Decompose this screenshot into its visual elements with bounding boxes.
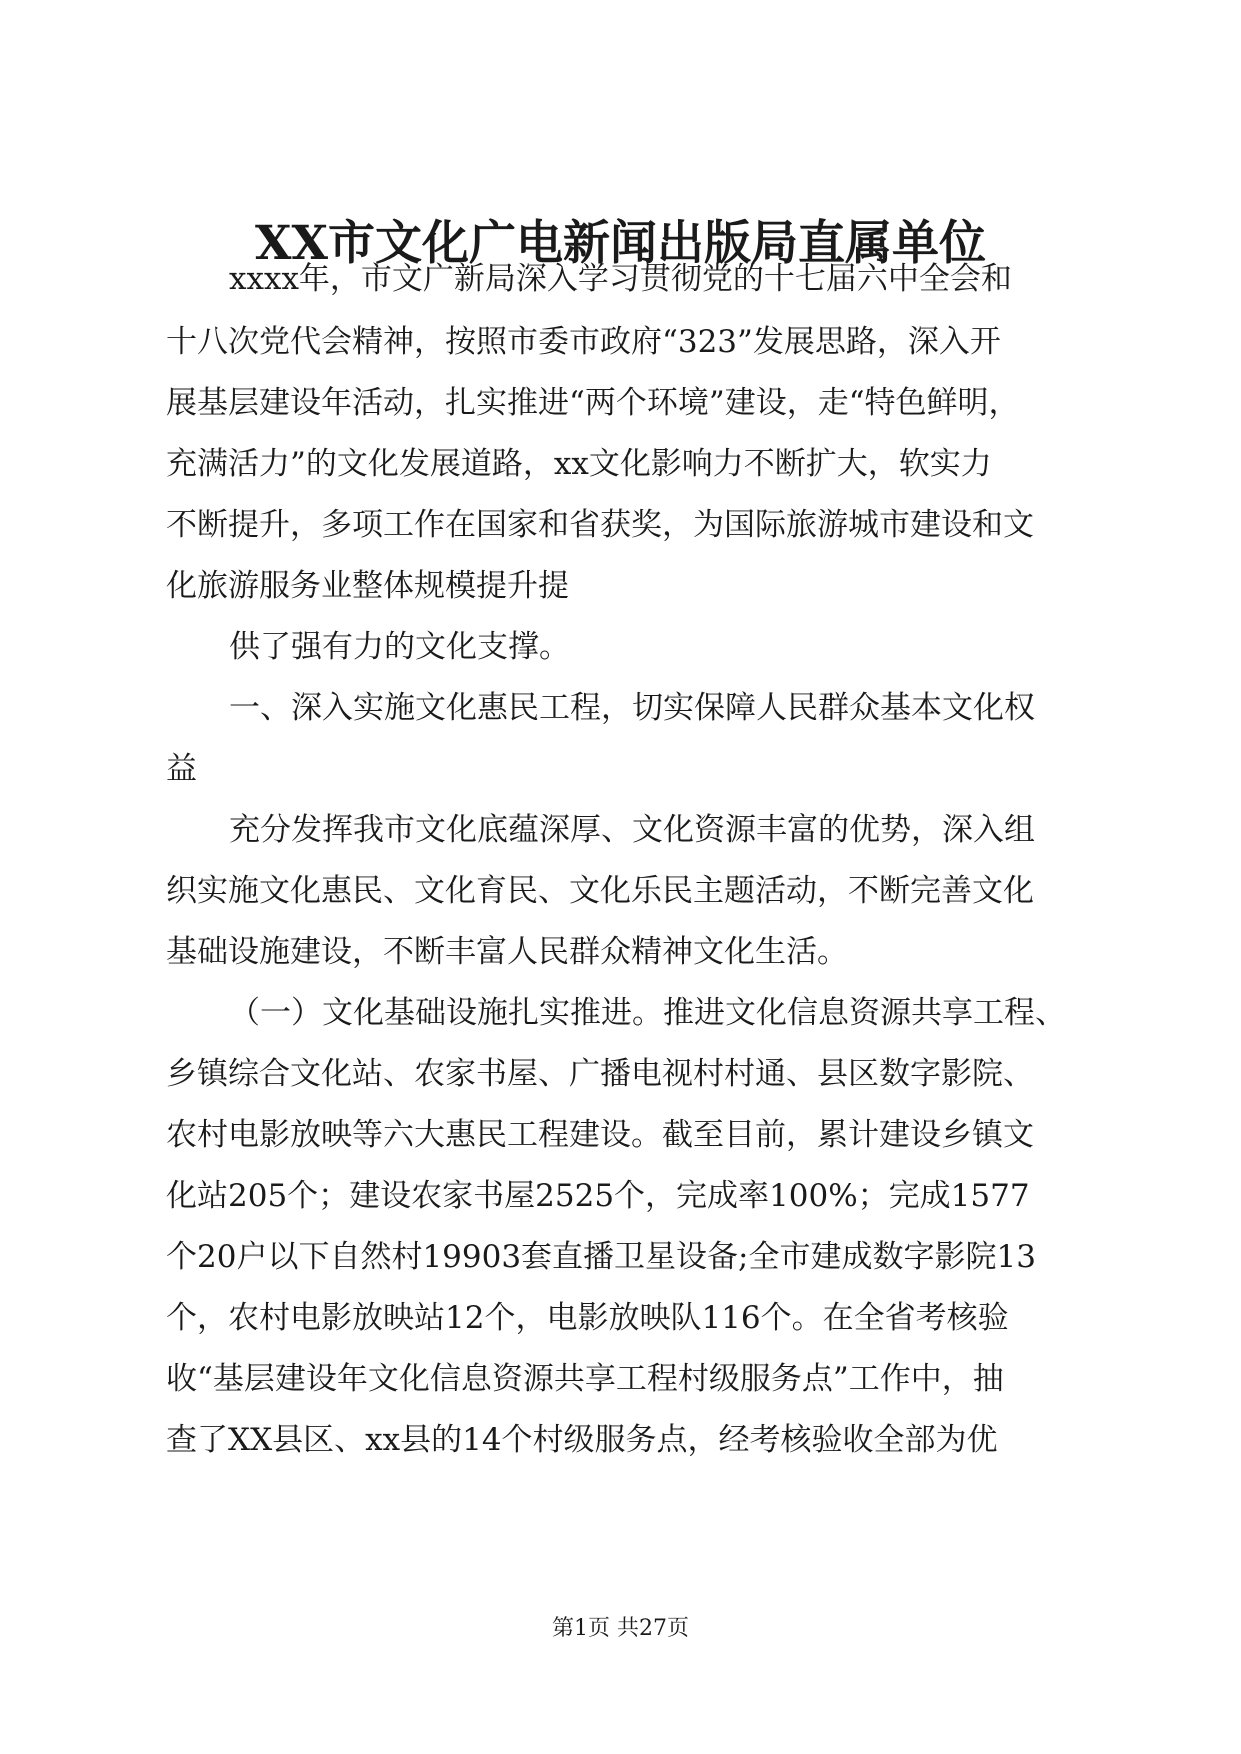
text-line: 不断提升，多项工作在国家和省获奖，为国际旅游城市建设和文 xyxy=(166,507,1034,543)
document-title: XX市文化广电新闻出版局直属单位 xyxy=(255,216,986,271)
section-heading: 一、深入实施文化惠民工程，切实保障人民群众基本文化权 xyxy=(229,690,1035,726)
text-line: （一）文化基础设施扎实推进。推进文化信息资源共享工程、 xyxy=(229,995,1066,1031)
text-line: 化站205个；建设农家书屋2525个，完成率100%；完成1577 xyxy=(166,1178,1030,1214)
page-number: 第1页 共27页 xyxy=(552,1616,689,1641)
text-line: 个，农村电影放映站12个，电影放映队116个。在全省考核验 xyxy=(166,1300,1009,1336)
text-line: 查了XX县区、xx县的14个村级服务点，经考核验收全部为优 xyxy=(166,1422,998,1458)
text-line: 展基层建设年活动，扎实推进“两个环境”建设，走“特色鲜明， xyxy=(166,385,1020,421)
text-line: 织实施文化惠民、文化育民、文化乐民主题活动，不断完善文化 xyxy=(166,873,1034,909)
text-line: 基础设施建设，不断丰富人民群众精神文化生活。 xyxy=(166,934,848,970)
section-heading: 益 xyxy=(166,751,197,787)
text-line: xxxx年，市文广新局深入学习贯彻党的十七届六中全会和 xyxy=(229,261,1012,297)
text-line: 化旅游服务业整体规模提升提 xyxy=(166,568,569,604)
text-line: 收“基层建设年文化信息资源共享工程村级服务点”工作中，抽 xyxy=(166,1361,1004,1397)
text-line: 乡镇综合文化站、农家书屋、广播电视村村通、县区数字影院、 xyxy=(166,1056,1034,1092)
text-line: 充分发挥我市文化底蕴深厚、文化资源丰富的优势，深入组 xyxy=(229,812,1035,848)
text-line: 农村电影放映等六大惠民工程建设。截至目前，累计建设乡镇文 xyxy=(166,1117,1034,1153)
text-line: 十八次党代会精神，按照市委市政府“323”发展思路，深入开 xyxy=(166,324,1001,360)
text-line: 个20户以下自然村19903套直播卫星设备;全市建成数字影院13 xyxy=(166,1239,1036,1275)
text-line: 充满活力”的文化发展道路，xx文化影响力不断扩大，软实力 xyxy=(166,446,992,482)
text-line: 供了强有力的文化支撑。 xyxy=(229,629,570,665)
